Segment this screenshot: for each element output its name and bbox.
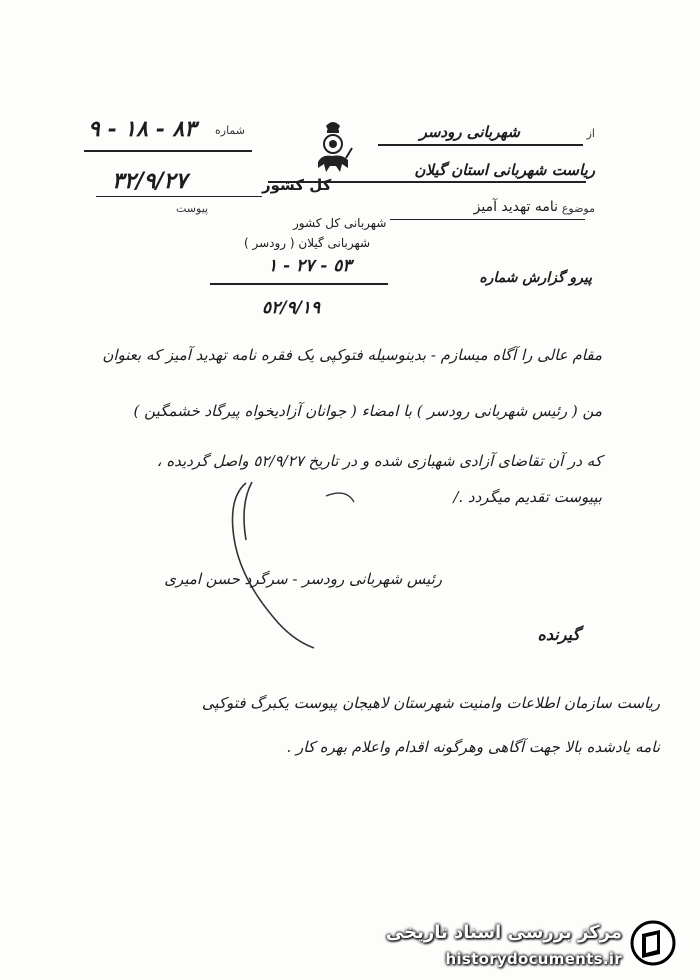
body-line-1: مقام عالی را آگاه میسازم - بدینوسیله فتوکپی یک فقره نامه تهدید آمیز که بعنوان bbox=[102, 346, 602, 364]
from-underline bbox=[378, 144, 583, 146]
body-line-3: که در آن تقاضای آزادی شهبازی شده و در تاریخ ٥٢/٩/٢٧ واصل گردیده ، bbox=[156, 452, 602, 470]
date-underline bbox=[96, 196, 262, 197]
recipients-line-2: نامه یادشده بالا جهت آگاهی وهرگونه اقدام واعلام بهره کار . bbox=[286, 738, 660, 756]
letter-number: ٨٣ - ١٨ - ٩ bbox=[88, 116, 197, 142]
number-label: شماره bbox=[215, 124, 246, 137]
body-line-4: بپیوست تقدیم میگردد ./ bbox=[453, 488, 602, 506]
to-underline bbox=[268, 181, 586, 183]
number-underline bbox=[84, 150, 252, 152]
recipients-label: گیرنده bbox=[537, 625, 580, 644]
subject-underline bbox=[390, 219, 585, 220]
pen-stroke-mark bbox=[226, 478, 356, 653]
watermark-url: historydocuments.ir bbox=[445, 950, 622, 968]
letter-date: ٣٢/٩/٢٧ bbox=[112, 168, 188, 194]
stamp-ref-date: ٥٢/٩/١٩ bbox=[262, 298, 321, 318]
stamp-line-1: شهربانی کل کشور bbox=[293, 216, 387, 230]
history-documents-logo-icon bbox=[630, 920, 676, 966]
subject-text: نامه تهدید آمیز bbox=[473, 199, 558, 215]
signature-text: رئیس شهربانی رودسر - سرگرد حسن امیری bbox=[164, 570, 442, 588]
attachment-label: پیوست bbox=[176, 202, 209, 215]
lion-and-sun-emblem-icon bbox=[312, 118, 354, 178]
from-unit: شهربانی رودسر bbox=[419, 123, 520, 141]
subject-label: موضوع bbox=[561, 202, 595, 215]
to-suffix: کل کشور bbox=[262, 176, 332, 194]
recipients-line-1: ریاست سازمان اطلاعات وامنیت شهرستان لاهیجان پیوست یکبرگ فتوکپی bbox=[201, 694, 660, 712]
reference-underline bbox=[210, 283, 388, 285]
stamp-ref-number: ٥٣ - ٢٧ - ١ bbox=[268, 256, 352, 276]
watermark-name: مرکز بررسی اسناد تاریخی bbox=[385, 922, 622, 943]
stamp-line-2: شهربانی گیلان ( رودسر ) bbox=[244, 236, 371, 250]
body-line-2: من ( رئیس شهربانی رودسر ) با امضاء ( جوانان آزادیخواه پیرگاد خشمگین ) bbox=[133, 402, 602, 420]
reference-label: پیرو گزارش شماره bbox=[479, 270, 592, 286]
to-unit: ریاست شهربانی استان گیلان bbox=[414, 161, 595, 179]
from-label: از bbox=[586, 127, 595, 140]
